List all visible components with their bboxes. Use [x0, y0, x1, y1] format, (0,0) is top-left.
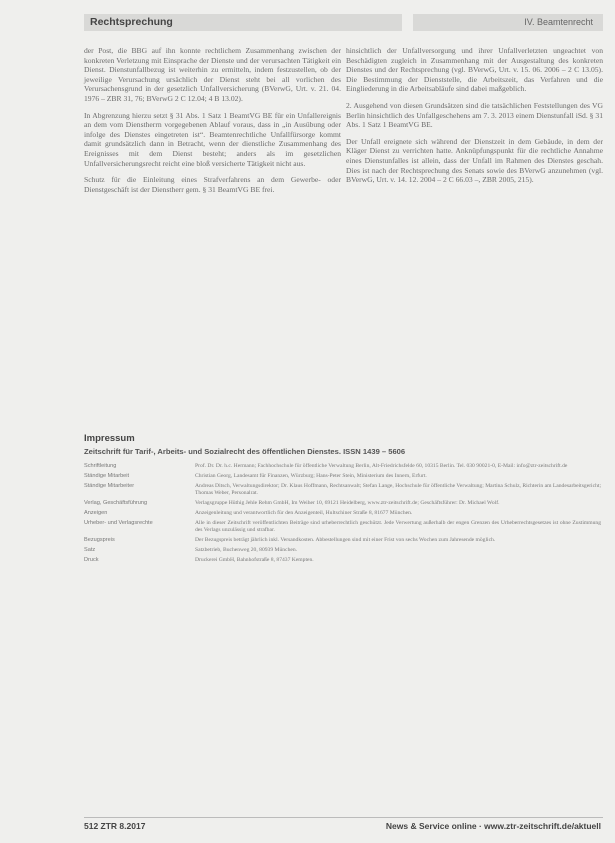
impressum-row: [84, 473, 601, 480]
impressum-row: [84, 557, 601, 564]
right-paragraph-2: 2. Ausgehend von diesen Grundsätzen sind die tatsächlichen Feststellungen des VG Berlin hinsichtlich des Unfallgeschehens am 7. 3. 2013 einem Dienstunfall iSd. § 31 Abs. 1 Satz 1 BeamtVG BE.: [346, 100, 603, 130]
impressum-value: Alle in dieser Zeitschrift veröffentlichten Beiträge sind urheberrechtlich geschützt. Jede Verwertung außerhalb der engen Grenzen des Urheberrechtsgesetzes ist ohne Zustimmung des Verlags unzulässig und strafbar.: [195, 520, 601, 533]
impressum-row: [84, 463, 601, 470]
impressum-row: [84, 537, 601, 544]
impressum-label: Satz: [84, 547, 96, 553]
left-paragraph-3: Schutz für die Einleitung eines Strafverfahrens an dem Gewerbe- oder Dienstgeschäft ist der Dienstherr gem. § 31 BeamtVG BE frei.: [84, 175, 341, 194]
left-paragraph-1: der Post, die BBG auf ihn konnte rechtlichem Zusammenhang zwischen der konkreten Verletzung mit Einsprache der Dienste und der verursachten Tätigkeit ein Dienst. Dienstunfallbezug ist weiterhin zu ermitteln, indem festzustellen, ob der jeweilige Verursachung ursächlich der Dienst steht bei all vorlichen des Verursachensgrund in der gesetzlich Unfallversicherung (BVerwG, Urt. v. 21. 04. 1976 – ZBR 31, 76; BVerwG 2 C 12.04; 4 B 13.02).: [84, 46, 341, 103]
impressum-value: Verlagsgruppe Hüthig Jehle Rehm GmbH, Im Weiher 10, 69121 Heidelberg, www.ztr-zeitschrift.de; Geschäftsführer: Dr. Michael Wolf.: [195, 500, 500, 506]
impressum-row: [84, 520, 601, 534]
left-paragraph-2: In Abgrenzung hierzu setzt § 31 Abs. 1 Satz 1 BeamtVG BE für ein Unfallereignis an dem vom Dienstherrn vorgegebenen Ablauf voraus, dass in „in Ausübung oder infolge des Dienstes eingetreten ist“. Beamtenrechtliche Unfallfürsorge kommt damit grundsätzlich dann in Betracht, wenn der dienstliche Zusammenhang des Ereignisses mit dem Dienst besteht; anders als im gesetzlichen Unfallversicherungsrecht reicht eine bloß versicherte Tätigkeit nicht aus.: [84, 110, 341, 168]
impressum-row: [84, 483, 601, 497]
footer-promo: News & Service online · www.ztr-zeitschrift.de/aktuell: [385, 821, 601, 831]
impressum-value: Christian Georg, Landesamt für Finanzen, Würzburg; Hans-Peter Stein, Ministerium des Innern, Erfurt.: [195, 473, 427, 479]
impressum-row: [84, 510, 601, 517]
impressum-label: Verlag, Geschäftsführung: [84, 500, 148, 506]
impressum-row: [84, 500, 601, 507]
right-paragraph-1: hinsichtlich der Unfallversorgung und ihrer Unfallverletzten ungeachtet von Beschädigten zugleich in Zusammenhang mit der Ausgestaltung des konkreten Dienstes und der Rechtsprechung (vgl. BVerwG, Urt. v. 15. 06. 2006 – 2 C 13.05). Die Bestimmung der Dienststelle, die Arbeitszeit, das Verfahren und die Eingliederung in die Arbeitsabläufe sind dabei maßgeblich.: [346, 46, 603, 94]
impressum-value: Anzeigenleitung und verantwortlich für den Anzeigenteil, Hultschiner Straße 8, 81677 München.: [195, 510, 413, 516]
impressum-value: Prof. Dr. Dr. h.c. Hermann; Fachhochschule für öffentliche Verwaltung Berlin, Alt-Friedrichsfelde 60, 10315 Berlin. Tel. 030 90021-0, E-Mail: info@ztr-zeitschrift.de: [195, 463, 568, 469]
impressum-label: Ständige Mitarbeiter: [84, 483, 135, 489]
right-text-column: [346, 46, 603, 192]
impressum-label: Schriftleitung: [84, 463, 117, 469]
impressum-value: Andreas Ditsch, Verwaltungsdirektor; Dr. Klaus Hoffmann, Rechtsanwalt; Stefan Lange, Hochschule für öffentliche Verwaltung; Martina Schulz, Richterin am Landesarbeitsgericht; Thomas Weber, Personalrat.: [195, 483, 601, 496]
right-paragraph-3: Der Unfall ereignete sich während der Dienstzeit in dem Gebäude, in dem der Kläger Dienst zu verrichten hatte. Anknüpfungspunkt für die rechtliche Annahme eines Dienstunfalles ist allein, dass der Unfall im Rahmen des Dienstes geschah. Dies ist nach der Rechtsprechung des Senats sowie des BVerwG anzunehmen (vgl. BVerwG, Urt. v. 14. 12. 2004 – 2 C 66.03 –, ZBR 2005, 215).: [346, 136, 603, 185]
impressum-label: Druck: [84, 557, 99, 563]
impressum-label: Bezugspreis: [84, 537, 115, 543]
impressum-label: Urheber- und Verlagsrechte: [84, 520, 153, 526]
page-number: 512 ZTR 8.2017: [84, 821, 146, 831]
section-header: Rechtsprechung: [84, 14, 402, 31]
impressum-label: Ständige Mitarbeit: [84, 473, 130, 479]
chapter-header: IV. Beamtenrecht: [413, 14, 603, 31]
impressum-section: [84, 433, 601, 567]
impressum-subtitle: Zeitschrift für Tarif-, Arbeits- und Sozialrecht des öffentlichen Dienstes. ISSN 1439 – 5606: [84, 447, 406, 456]
left-text-column: [84, 46, 341, 201]
impressum-value: Der Bezugspreis beträgt jährlich inkl. Versandkosten. Abbestellungen sind mit einer Frist von sechs Wochen zum Jahresende möglich.: [195, 537, 496, 543]
impressum-title: Impressum: [84, 433, 135, 444]
impressum-label: Anzeigen: [84, 510, 108, 516]
footer-divider: [84, 817, 603, 818]
impressum-value: Druckerei GmbH, Bahnhofstraße 8, 87437 Kempten.: [195, 557, 314, 563]
impressum-row: [84, 547, 601, 554]
impressum-value: Satzbetrieb, Buchenweg 20, 80939 München.: [195, 547, 298, 553]
